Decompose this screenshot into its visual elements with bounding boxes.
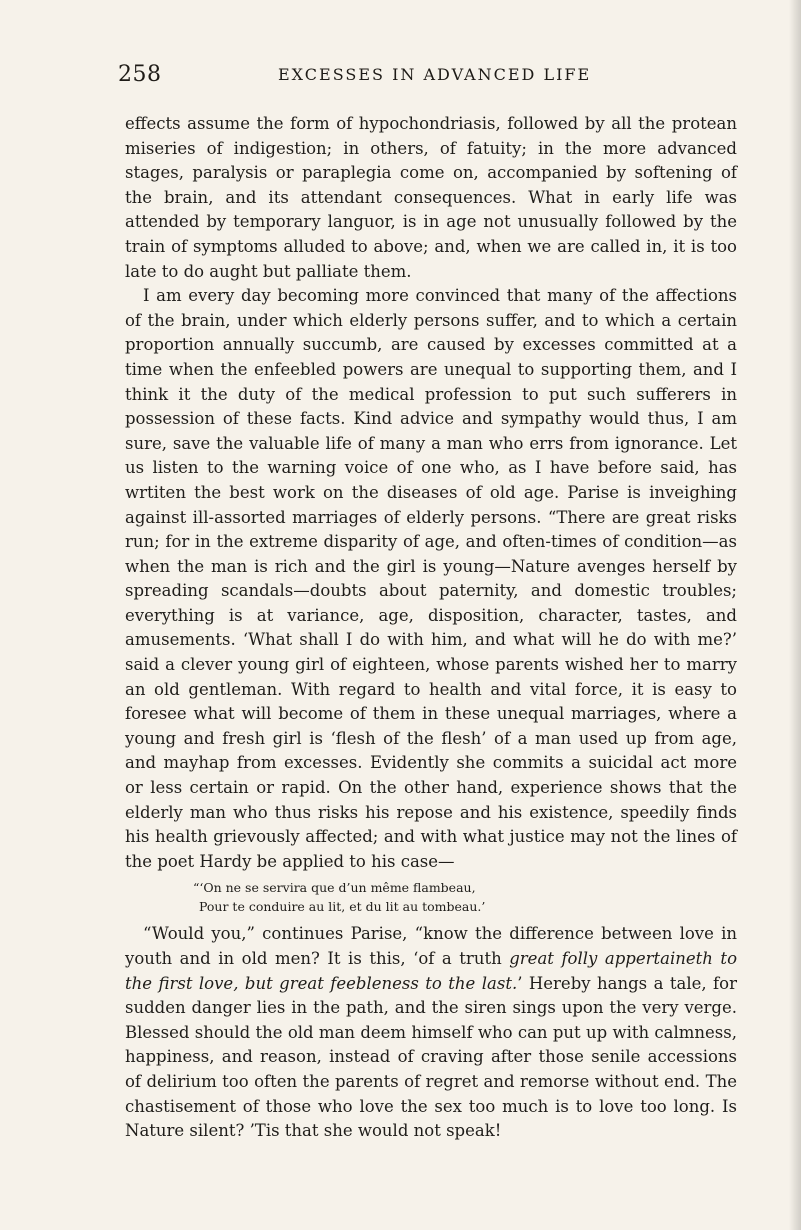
quote-line-1: “‘On ne se servira que d’un même flambeau, [193, 880, 476, 896]
paragraph-3-text-a: “Would you,” continues Parise, “know the difference between love in youth and in old men? It is this, ‘of a truth [125, 924, 737, 968]
paragraph-3 [125, 922, 737, 1143]
page-number: 258 [118, 62, 162, 87]
page-header [118, 62, 738, 92]
french-verse-quote [125, 878, 737, 916]
paragraph-3-text-b: ’ Hereby hangs a tale, for sudden danger lies in the path, and the siren sings upon the very verge. Blessed should the old man deem himself who can put up with calmness, happiness, and reason, instead of craving after those senile accessions of delirium too often the parents of regret and remorse without end. The chastisement of those who love the sex too much is to love too long. Is Nature silent? ’Tis that she would not speak! [125, 973, 737, 1141]
paragraph-1: effects assume the form of hypochondriasis, followed by all the protean miseries of indigestion; in others, of fatuity; in the more advanced stages, paralysis or paraplegia come on, accompanied by softening of the brain, and its attendant consequences. What in early life was attended by temporary languor, is in age not unusually followed by the train of symptoms alluded to above; and, when we are called in, it is too late to do aught but palliate them. [125, 114, 737, 281]
quote-line-2: Pour te conduire au lit, et du lit au tombeau.’ [199, 899, 486, 915]
paragraph-2: I am every day becoming more convinced that many of the affections of the brain, under which elderly persons suffer, and to which a certain proportion annually succumb, are caused by excesses committed at a time when the enfeebled powers are unequal to supporting them, and I think it the duty of the medical profession to put such sufferers in possession of these facts. Kind advice and sympathy would thus, I am sure, save the valuable life of many a man who errs from ignorance. Let us listen to the warning voice of one who, as I have before said, has wrtiten the best work on the diseases of old age. Parise is inveighing against ill-assorted marriages of elderly persons. “There are great risks run; for in the extreme disparity of age, and often-times of condition—as when the man is rich and the girl is young—Nature avenges herself by spreading scandals—doubts about paternity, and domestic troubles; everything is at variance, age, disposition, character, tastes, and amusements. ‘What shall I do with him, and what will he do with me?’ said a clever young girl of eighteen, whose parents wished her to marry an old gentleman. With regard to health and vital force, it is easy to foresee what will become of them in these unequal marriages, where a young and fresh girl is ‘flesh of the flesh’ of a man used up from age, and mayhap from excesses. Evidently she commits a suicidal act more or less certain or rapid. On the other hand, experience shows that the elderly man who thus risks his repose and his existence, speedily finds his health grievously affected; and with what justice may not the lines of the poet Hardy be applied to his case— [125, 286, 737, 871]
running-title: EXCESSES IN ADVANCED LIFE [278, 65, 592, 84]
page-gutter-shadow [789, 0, 801, 1230]
paragraph-3-italic: great folly appertaineth to the first love, but great feebleness to the last. [125, 949, 737, 993]
page-body [125, 112, 737, 1144]
